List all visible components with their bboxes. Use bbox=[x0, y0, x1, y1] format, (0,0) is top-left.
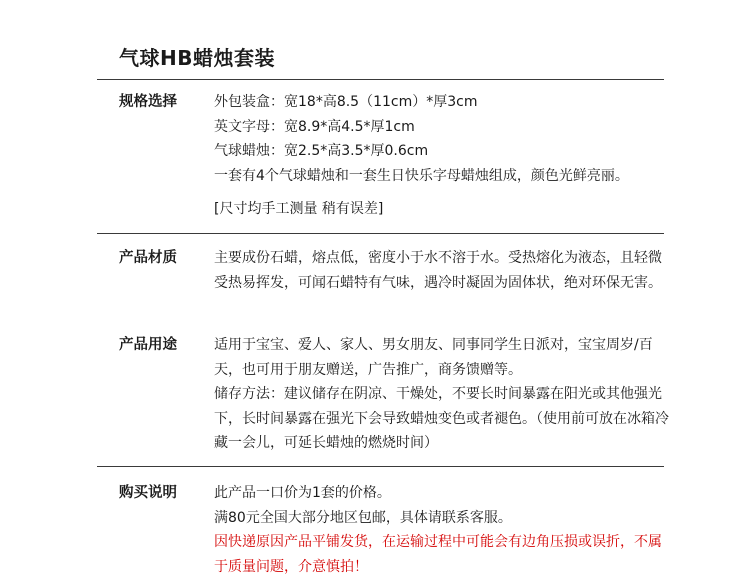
purchase-label: 购买说明 bbox=[119, 485, 177, 501]
divider-spec bbox=[97, 233, 664, 234]
spec-line: 英文字母：宽8.9*高4.5*厚1cm bbox=[214, 118, 415, 135]
usage-block bbox=[214, 333, 669, 456]
spec-label: 规格选择 bbox=[119, 94, 177, 110]
page-title: 气球HB蜡烛套装 bbox=[119, 46, 275, 70]
purchase-line: 此产品一口价为1套的价格。 bbox=[214, 485, 391, 501]
spec-line: 外包装盒：宽18*高8.5（11cm）*厚3cm bbox=[214, 94, 478, 110]
purchase-block bbox=[214, 481, 669, 579]
spec-block bbox=[214, 90, 669, 222]
purchase-line: 满80元全国大部分地区包邮，具体请联系客服。 bbox=[214, 509, 512, 526]
divider-top bbox=[97, 79, 664, 80]
spacer bbox=[214, 188, 669, 197]
purchase-warning: 因快递原因产品平铺发货，在运输过程中可能会有边角压损或误折，不属于质量问题，介意慎拍！ bbox=[214, 534, 662, 575]
spec-line: 一套有4个气球蜡烛和一套生日快乐字母蜡烛组成，颜色光鲜亮丽。 bbox=[214, 167, 629, 184]
storage-text: 储存方法：建议储存在阴凉、干燥处，不要长时间暴露在阳光或其他强光下，长时间暴露在强光下会导致蜡烛变色或者褪色。（使用前可放在冰箱冷藏一会儿，可延长蜡烛的燃烧时间） bbox=[214, 386, 669, 451]
material-text: 主要成份石蜡，熔点低，密度小于水不溶于水。受热熔化为液态，且轻微受热易挥发，可闻石蜡特有气味，遇冷时凝固为固体状，绝对环保无害。 bbox=[214, 250, 662, 291]
divider-usage bbox=[97, 466, 664, 467]
usage-label: 产品用途 bbox=[119, 337, 177, 353]
spec-note: [尺寸均手工测量 稍有误差] bbox=[214, 201, 384, 217]
material-block bbox=[214, 246, 669, 295]
spec-line: 气球蜡烛：宽2.5*高3.5*厚0.6cm bbox=[214, 143, 429, 159]
material-label: 产品材质 bbox=[119, 250, 177, 266]
usage-text: 适用于宝宝、爱人、家人、男女朋友、同事同学生日派对，宝宝周岁/百天，也可用于朋友赠送，广告推广，商务馈赠等。 bbox=[214, 337, 653, 378]
